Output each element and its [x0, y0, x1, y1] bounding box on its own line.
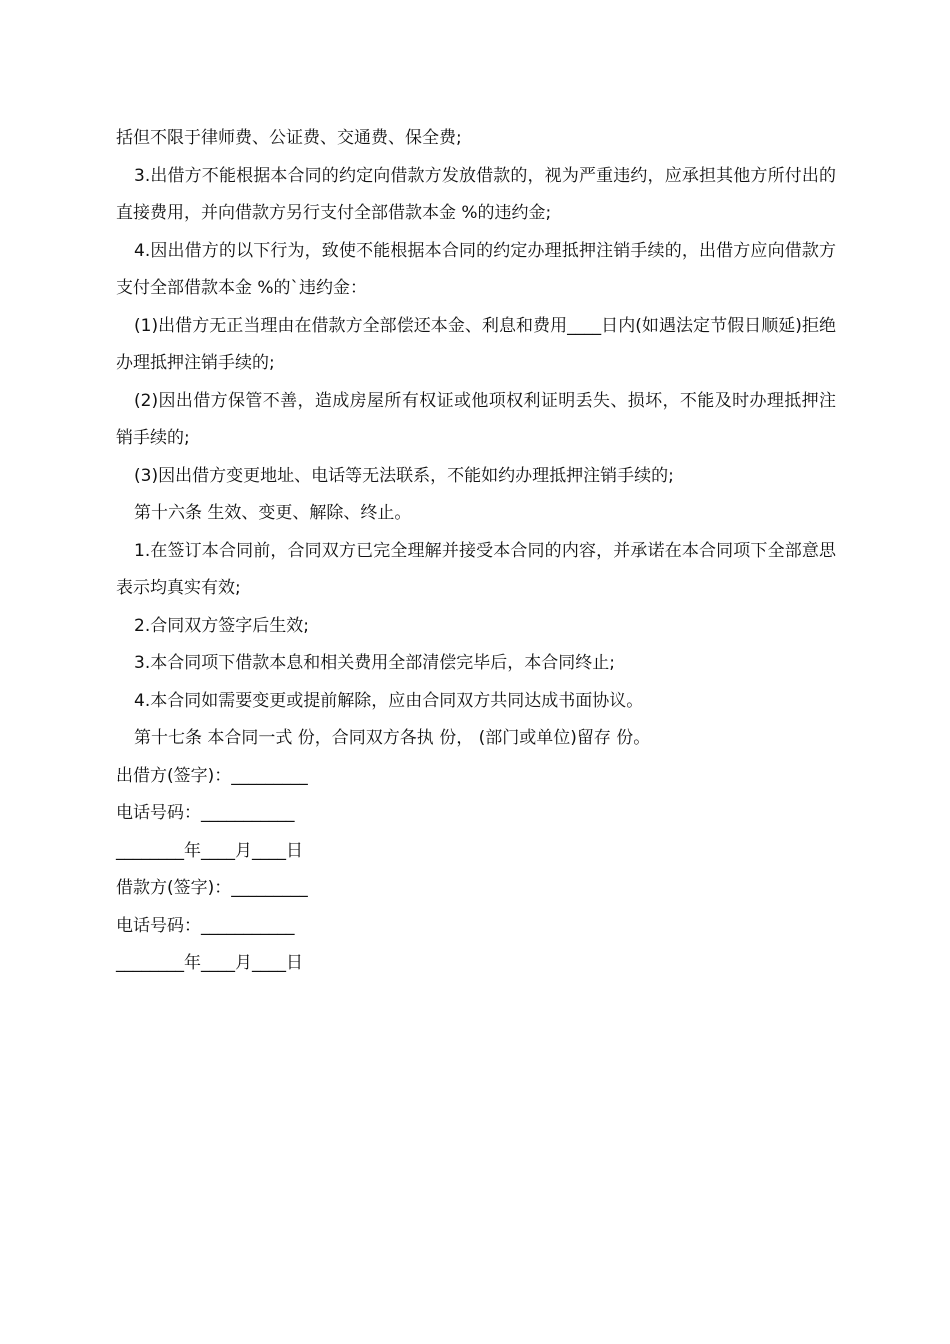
article-16-heading: 第十六条 生效、变更、解除、终止。	[134, 503, 412, 523]
paragraph-costs-continuation: 括但不限于律师费、公证费、交通费、保全费;	[116, 128, 462, 148]
paragraph-clause-4: 4.因出借方的以下行为，致使不能根据本合同的约定办理抵押注销手续的，出借方应向借款方支付全部借款本金 %的`违约金：	[116, 240, 836, 298]
lender-phone-line: 电话号码：___________	[116, 803, 295, 823]
borrower-date-line: ________年____月____日	[116, 953, 303, 973]
article-16-item-3: 3.本合同项下借款本息和相关费用全部清偿完毕后，本合同终止;	[134, 653, 615, 673]
borrower-phone-line: 电话号码：___________	[116, 915, 295, 936]
lender-date-line: ________年____月____日	[116, 840, 303, 861]
paragraph-item-2: (2)因出借方保管不善，造成房屋所有权证或他项权利证明丢失、损坏，不能及时办理抵押注销手续的;	[116, 390, 836, 448]
article-16-item-2: 2.合同双方签字后生效;	[134, 615, 309, 636]
article-16-item-4: 4.本合同如需要变更或提前解除，应由合同双方共同达成书面协议。	[134, 690, 644, 711]
paragraph-item-3: (3)因出借方变更地址、电话等无法联系，不能如约办理抵押注销手续的;	[134, 465, 674, 486]
contract-body	[116, 120, 836, 983]
paragraph-item-1: (1)出借方无正当理由在借款方全部偿还本金、利息和费用____日内(如遇法定节假日顺延)拒绝办理抵押注销手续的;	[116, 315, 836, 373]
paragraph-clause-3: 3.出借方不能根据本合同的约定向借款方发放借款的，视为严重违约，应承担其他方所付出的直接费用，并向借款方另行支付全部借款本金 %的违约金;	[116, 165, 836, 223]
lender-signature-line: 出借方(签字)：_________	[116, 765, 308, 786]
article-16-item-1: 1.在签订本合同前，合同双方已完全理解并接受本合同的内容，并承诺在本合同项下全部意思表示均真实有效;	[116, 540, 836, 598]
borrower-signature-line: 借款方(签字)：_________	[116, 878, 308, 898]
article-17: 第十七条 本合同一式 份，合同双方各执 份， (部门或单位)留存 份。	[134, 728, 651, 748]
